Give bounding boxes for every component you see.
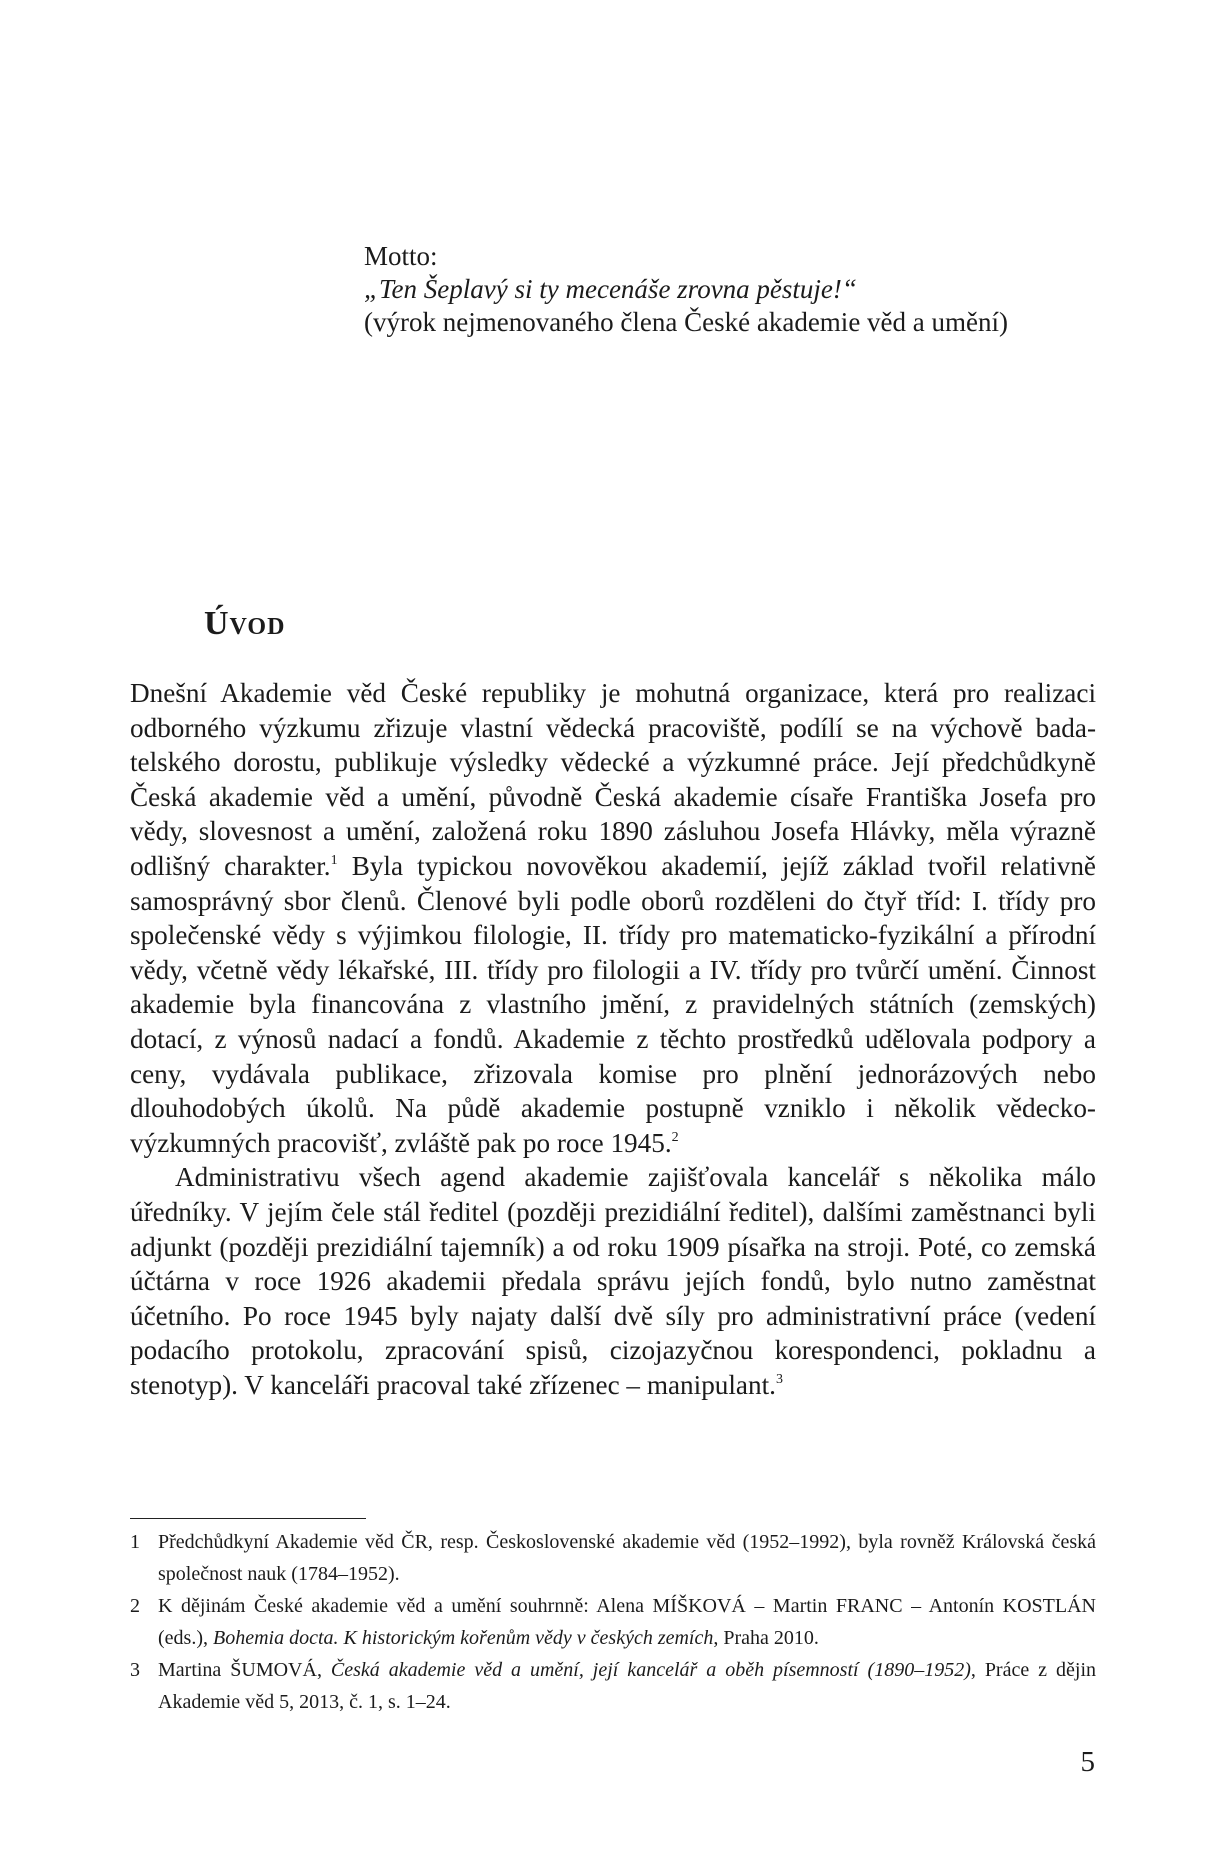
footnote-title: Bohemia docta. K historickým kořenům vědy v českých zemích <box>212 1627 714 1649</box>
paragraph-1 <box>130 676 1096 1160</box>
footnote-text-pre: K dějinám České akademie věd a umění souhrnně: Alena MÍŠKOVÁ – Martin FRANC – Antonín KOSTLÁN (eds.), <box>158 1595 1096 1649</box>
footnote-text-post: , Praha 2010. <box>713 1627 819 1649</box>
footnote-2 <box>130 1590 1096 1654</box>
footnote-1 <box>130 1526 1096 1590</box>
footnote-number: 3 <box>130 1659 140 1681</box>
footnote-ref-3[interactable]: 3 <box>775 1371 783 1387</box>
motto-source: (výrok nejmenovaného člena České akademie věd a umění) <box>364 307 1008 337</box>
paragraph-1-part-2: Byla typickou novověkou akademií, jejíž základ tvořil relativně samosprávný sbor členů. Členové byli podle oborů rozděleni do čtyř tříd: I. třídy pro společenské vědy s výjimkou filologie, II. třídy pro matematicko-fyzikální a přírodní vědy, včetně vědy lékařské, III. třídy pro filologii a IV. třídy pro tvůrčí umění. Činnost akademie byla financována z vlastního jmění, z pravidelných státních (zemských) dotací, z výnosů nadací a fondů. Akademie z těchto prostředků udělovala podpory a ceny, vydávala publikace, zřizovala komise pro plnění jednorázových nebo dlouhodobých úkolů. Na půdě akademie postupně vzniklo i několik vědecko-výzkumných pracovišť, zvláště pak po roce 1945. <box>130 850 1096 1158</box>
footnote-text: Předchůdkyní Akademie věd ČR, resp. Československé akademie věd (1952–1992), byla rovněž Královská česká společnost nauk (1784–1952). <box>158 1531 1096 1585</box>
motto-label: Motto: <box>364 241 438 271</box>
paragraph-2-text: Administrativu všech agend akademie zajišťovala kancelář s několika málo úředníky. V jejím čele stál ředitel (později prezidiální ředitel), dalšími zaměstnanci byli adjunkt (později prezidiální tajemník) a od roku 1909 písařka na stroji. Poté, co zemská účtárna v roce 1926 akademii předala správu jejích fondů, bylo nutno zaměstnat účetního. Po roce 1945 byly najaty další dvě síly pro administrativní práce (vedení podacího protokolu, zpracování spisů, cizojazyčnou korespondenci, pokladnu a stenotyp). V kanceláři pracoval také zřízenec – manipulant. <box>130 1162 1096 1400</box>
footnote-text <box>158 1654 1096 1718</box>
footnote-text <box>158 1590 1096 1654</box>
footnote-title: Česká akademie věd a umění, její kancelář a oběh písemností (1890–1952) <box>330 1659 971 1681</box>
footnote-3 <box>130 1654 1096 1718</box>
footnote-text-post: , Práce z dějin Akademie věd 5, 2013, č. 1, s. 1–24. <box>158 1659 1096 1713</box>
footnote-ref-1[interactable]: 1 <box>330 852 338 868</box>
motto-quote: „Ten Šeplavý si ty mecenáše zrovna pěstuje!“ <box>364 274 857 304</box>
chapter-heading: Úvod <box>204 605 286 642</box>
footnote-number: 2 <box>130 1595 140 1617</box>
motto-block <box>364 240 1124 339</box>
footnote-number: 1 <box>130 1531 140 1553</box>
footnote-ref-2[interactable]: 2 <box>671 1129 679 1145</box>
paragraph-1-part-1: Dnešní Akademie věd České republiky je mohutná organizace, která pro realizaci odborného výzkumu zřizuje vlastní vědecká pracoviště, podílí se na výchově badatelského dorostu, publikuje výsledky vědecké a výzkumné práce. Její předchůdkyně Česká akademie věd a umění, původně Česká akademie císaře Františka Josefa pro vědy, slovesnost a umění, založená roku 1890 zásluhou Josefa Hlávky, měla výrazně odlišný charakter. <box>130 678 1096 881</box>
footnotes <box>130 1526 1096 1718</box>
footnote-text-pre: Martina ŠUMOVÁ, <box>158 1659 331 1681</box>
paragraph-2 <box>130 1160 1096 1402</box>
page-number: 5 <box>1080 1746 1095 1778</box>
footnote-separator <box>130 1518 366 1519</box>
chapter-body <box>130 676 1096 1402</box>
